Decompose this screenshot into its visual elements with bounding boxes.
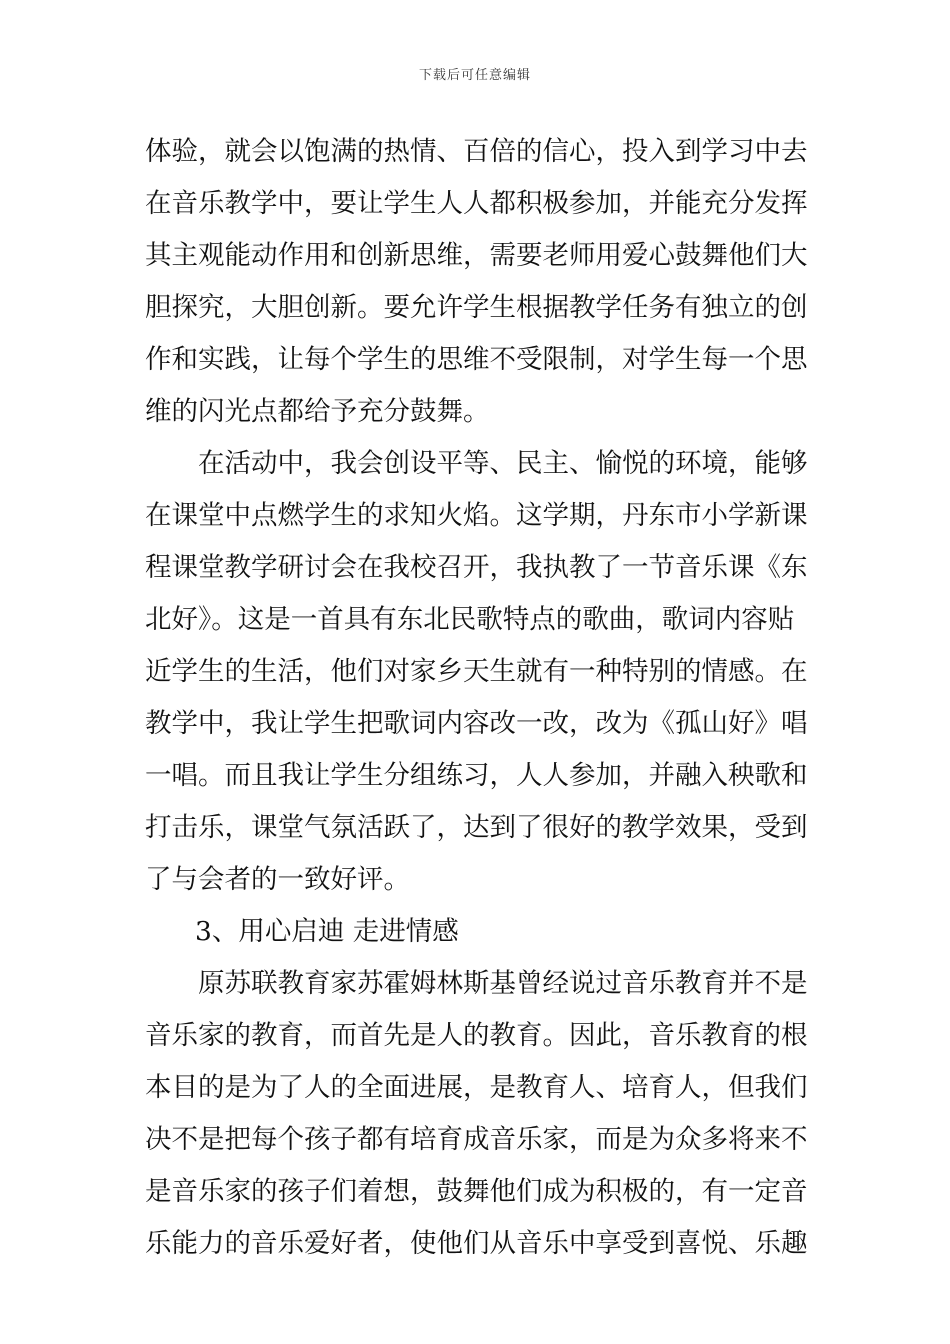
text-line: 乐能力的音乐爱好者，使他们从音乐中享受到喜悦、乐趣 — [145, 1228, 808, 1259]
text-line: 教学中，我让学生把歌词内容改一改，改为《孤山好》唱 — [145, 708, 808, 739]
paragraph-start-line: 在活动中，我会创设平等、民主、愉悦的环境，能够 — [198, 448, 808, 479]
paragraph-start-line: 原苏联教育家苏霍姆林斯基曾经说过音乐教育并不是 — [198, 968, 808, 999]
section-heading: 3、用心启迪 走进情感 — [195, 916, 459, 947]
text-line: 了与会者的一致好评。 — [145, 864, 410, 895]
text-line: 一唱。而且我让学生分组练习，人人参加，并融入秧歌和 — [145, 760, 808, 791]
text-line: 维的闪光点都给予充分鼓舞。 — [145, 396, 490, 427]
text-line: 是音乐家的孩子们着想，鼓舞他们成为积极的，有一定音 — [145, 1176, 808, 1207]
text-line: 决不是把每个孩子都有培育成音乐家，而是为众多将来不 — [145, 1124, 808, 1155]
text-line: 本目的是为了人的全面进展，是教育人、培育人，但我们 — [145, 1072, 808, 1103]
text-line: 在课堂中点燃学生的求知火焰。这学期，丹东市小学新课 — [145, 500, 808, 531]
text-line: 在音乐教学中，要让学生人人都积极参加，并能充分发挥 — [145, 188, 808, 219]
text-line: 音乐家的教育，而首先是人的教育。因此，音乐教育的根 — [145, 1020, 808, 1051]
document-body — [145, 126, 810, 1270]
text-line: 体验，就会以饱满的热情、百倍的信心，投入到学习中去 — [145, 136, 808, 167]
text-line: 其主观能动作用和创新思维，需要老师用爱心鼓舞他们大 — [145, 240, 808, 271]
text-line: 打击乐，课堂气氛活跃了，达到了很好的教学效果，受到 — [145, 812, 808, 843]
text-line: 近学生的生活，他们对家乡天生就有一种特别的情感。在 — [145, 656, 808, 687]
text-line: 北好》。这是一首具有东北民歌特点的歌曲，歌词内容贴 — [145, 604, 795, 635]
text-line: 胆探究，大胆创新。要允许学生根据教学任务有独立的创 — [145, 292, 808, 323]
text-line: 程课堂教学研讨会在我校召开，我执教了一节音乐课《东 — [145, 552, 808, 583]
text-line: 作和实践，让每个学生的思维不受限制，对学生每一个思 — [145, 344, 808, 375]
page-header: 下载后可任意编辑 — [418, 68, 531, 83]
